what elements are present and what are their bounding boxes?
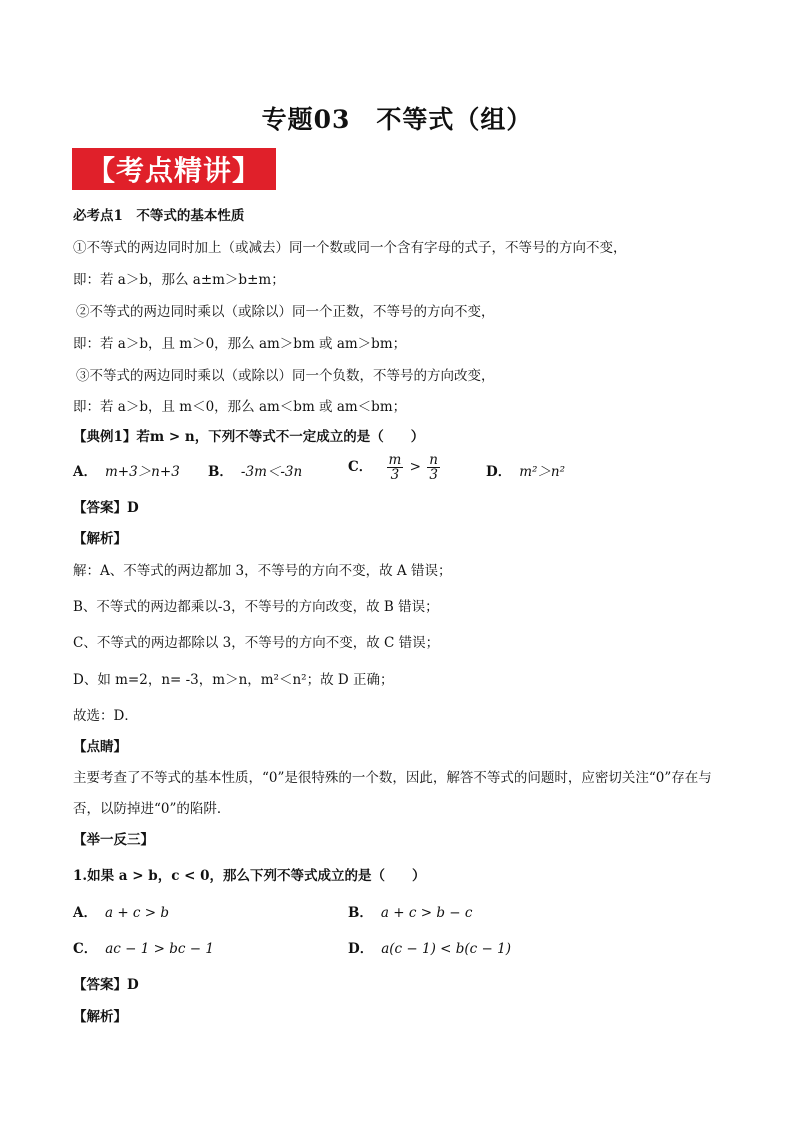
option-c bbox=[73, 940, 214, 958]
denominator: 3 bbox=[429, 467, 438, 483]
rule-line: ③不等式的两边同时乘以（或除以）同一个负数，不等号的方向改变， bbox=[76, 368, 495, 384]
option-a bbox=[73, 904, 169, 922]
analysis-line: 故选：D． bbox=[73, 708, 138, 724]
option-key: A． bbox=[73, 464, 97, 480]
numerator: m bbox=[388, 452, 402, 468]
option-c bbox=[348, 453, 442, 482]
option-text: m+3＞n+3 bbox=[104, 464, 180, 480]
analysis-line: C、不等式的两边都除以 3，不等号的方向不变，故 C 错误； bbox=[73, 635, 440, 651]
analysis-label: 【解析】 bbox=[73, 1009, 127, 1025]
rule-line: ②不等式的两边同时乘以（或除以）同一个正数，不等号的方向不变， bbox=[76, 304, 495, 320]
rule-line: ①不等式的两边同时加上（或减去）同一个数或同一个含有字母的式子，不等号的方向不变， bbox=[73, 240, 627, 256]
option-key: A． bbox=[73, 905, 97, 921]
analysis-line: B、不等式的两边都乘以-3，不等号的方向改变，故 B 错误； bbox=[73, 599, 439, 615]
comment-line: 主要考查了不等式的基本性质，“0”是很特殊的一个数，因此，解答不等式的问题时，应密切关注“0”存在与 bbox=[73, 770, 712, 786]
option-key: C． bbox=[73, 941, 98, 957]
rule-line: 即：若 a＞b，且 m＜0，那么 am＜bm 或 am＜bm； bbox=[73, 399, 407, 415]
gt-sign: > bbox=[409, 459, 421, 475]
practice-label: 【举一反三】 bbox=[73, 832, 154, 848]
comment-label: 【点睛】 bbox=[73, 739, 127, 755]
answer-label: 【答案】D bbox=[73, 977, 139, 993]
option-text: m²＞n² bbox=[519, 464, 566, 480]
denominator: 3 bbox=[390, 467, 400, 483]
option-key: B． bbox=[208, 464, 233, 480]
numerator: n bbox=[429, 452, 438, 468]
option-d bbox=[348, 940, 511, 958]
section-banner: 【考点精讲】 bbox=[72, 148, 276, 190]
option-text: a(c − 1) < b(c − 1) bbox=[381, 941, 511, 957]
fraction bbox=[387, 453, 404, 482]
fraction bbox=[427, 453, 440, 482]
option-b bbox=[208, 463, 302, 481]
option-b bbox=[348, 904, 472, 922]
option-key: C． bbox=[348, 459, 373, 475]
option-key: B． bbox=[348, 905, 373, 921]
option-text: ac − 1 > bc − 1 bbox=[105, 941, 214, 957]
page-title: 专题03 不等式（组） bbox=[261, 105, 533, 134]
option-text: -3m＜-3n bbox=[240, 464, 303, 480]
rule-line: 即：若 a＞b，那么 a±m＞b±m； bbox=[73, 272, 285, 288]
question-stem: 1.如果 a > b，c < 0，那么下列不等式成立的是（ ） bbox=[73, 868, 426, 884]
option-a bbox=[73, 463, 180, 481]
rule-line: 即：若 a＞b，且 m＞0，那么 am＞bm 或 am＞bm； bbox=[73, 336, 407, 352]
analysis-label: 【解析】 bbox=[73, 531, 127, 547]
option-text: a + c > b bbox=[104, 905, 170, 921]
analysis-line: D、如 m=2，n= -3，m＞n，m²＜n²；故 D 正确； bbox=[73, 672, 394, 688]
answer-label: 【答案】D bbox=[73, 500, 139, 516]
example-stem: 【典例1】若m > n，下列不等式不一定成立的是（ ） bbox=[73, 429, 425, 445]
option-d bbox=[486, 463, 565, 481]
option-key: D． bbox=[348, 941, 374, 957]
comment-line: 否，以防掉进“0”的陷阱． bbox=[73, 801, 231, 817]
section-heading: 必考点1 不等式的基本性质 bbox=[73, 208, 245, 224]
option-text: a + c > b − c bbox=[380, 905, 473, 921]
option-key: D． bbox=[486, 464, 512, 480]
analysis-line: 解：A、不等式的两边都加 3，不等号的方向不变，故 A 错误； bbox=[73, 563, 452, 579]
